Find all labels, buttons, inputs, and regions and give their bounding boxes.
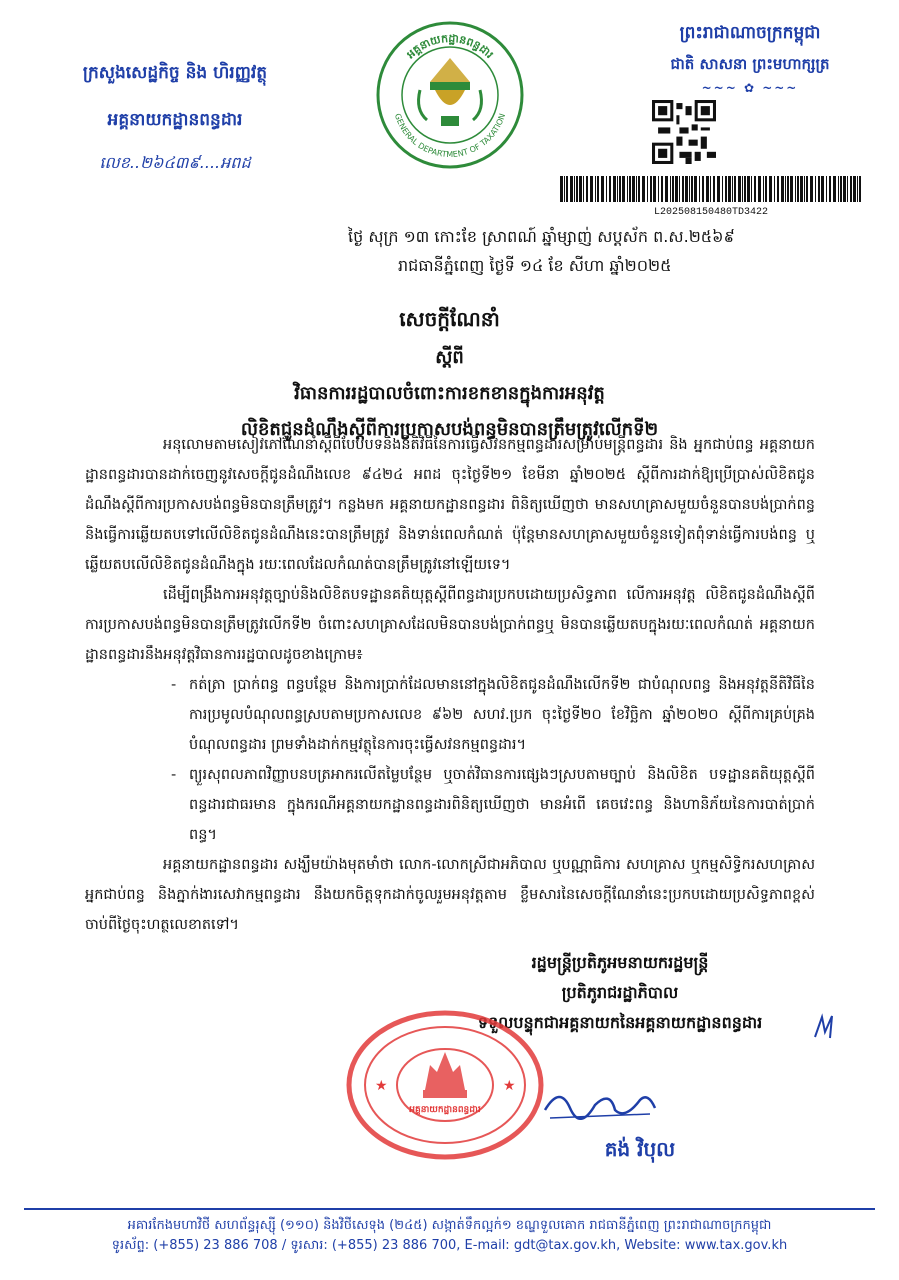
- barcode-bar: [586, 176, 588, 202]
- lunar-date: ថ្ងៃ សុក្រ ១៣ កោះខែ ស្រាពណ៍ ឆ្នាំម្សាញ់ សប្តស័ក ព.ស.២៥៦៩: [348, 227, 735, 246]
- barcode-bar: [632, 176, 635, 202]
- paragraph-3: អគ្គនាយកដ្ឋានពន្ធដារ សង្ឃឹមយ៉ាងមុតមាំថា លោក-លោកស្រីជាអភិបាល ឬបណ្ណាធិការ សហគ្រាស ឬកម្មសិទ្ធិករសហគ្រាស អ្នកជាប់ពន្ធ និងភ្នាក់ងារសេវាកម្មពន្ធដារ នឹងយកចិត្តទុកដាក់ចូលរួមអនុវត្តតាម ខ្លឹមសារនៃសេចក្តីណែនាំនេះប្រកបដោយប្រសិទ្ធភាពខ្ពស់ ចាប់ពីថ្ងៃចុះហត្ថលេខាតទៅ។: [85, 857, 815, 933]
- barcode-bar: [765, 176, 767, 202]
- barcode-bar: [747, 176, 750, 202]
- title-line-2: ស្តីពី: [435, 347, 464, 368]
- barcode-bar: [682, 176, 684, 202]
- emblem-bottom-text: GENERAL DEPARTMENT OF TAXATION: [392, 112, 508, 160]
- barcode-bar: [564, 176, 565, 202]
- barcode-bar: [790, 176, 793, 202]
- ornament-divider: ~~~ ✿ ~~~: [701, 81, 799, 95]
- kingdom-name: ព្រះរាជាណាចក្រកម្ពុជា: [679, 23, 821, 43]
- barcode-bar: [826, 176, 827, 202]
- emblem-top-text: អគ្គនាយកដ្ឋានពន្ធដារ: [404, 31, 497, 62]
- svg-text:★: ★: [503, 1078, 516, 1094]
- bullet-1-text: កត់ត្រា ប្រាក់ពន្ធ ពន្ធបន្ថែម និងការប្រាក់ដែលមាននៅក្នុងលិខិតជូនដំណឹងលើកទី២ ជាបំណុលពន្ធ និងអនុវត្តនីតិវិធីនៃការប្រមូលបំណុលពន្ធស្របតាមប្រកាសលេខ ៩៦២ សហវ.ប្រក ចុះថ្ងៃទី២០ ខែវិច្ឆិកា ឆ្នាំ២០២០ ស្តីពីការគ្រប់គ្រងបំណុលពន្ធដារ ព្រមទាំងដាក់កម្មវត្ថុនៃការចុះធ្វើសវនកម្មពន្ធដារ។: [189, 677, 815, 753]
- barcode-bar: [774, 176, 775, 202]
- barcode-bar: [661, 176, 663, 202]
- barcode-bar: [672, 176, 674, 202]
- barcode-bar: [787, 176, 789, 202]
- svg-text:★: ★: [375, 1078, 388, 1094]
- bullet-2-text: ព្យួរសុពលភាពវិញ្ញាបនបត្រអាករលើតម្លៃបន្ថែម ឬចាត់វិធានការផ្សេងៗស្របតាមច្បាប់ និងលិខិត បទដ្ឋានគតិយុត្តស្តីពីពន្ធដារជាធរមាន ក្នុងករណីអគ្គនាយកដ្ឋានពន្ធដារពិនិត្យឃើញថា មានអំពើ គេចវេះពន្ធ និងហានិភ័យនៃការបាត់ប្រាក់ពន្ធ។: [189, 767, 815, 843]
- title-line-1: សេចក្តីណែនាំ: [399, 307, 500, 331]
- barcode-bar: [579, 176, 582, 202]
- qr-code: [652, 100, 716, 164]
- barcode-bar: [717, 176, 720, 202]
- barcode-bar: [636, 176, 637, 202]
- barcode-bar: [597, 176, 599, 202]
- title-line-4: លិខិតជូនដំណឹងស្តីពីការប្រកាសបង់ពន្ធមិនបានត្រឹមត្រូវលើកទី២: [240, 419, 659, 440]
- barcode-bar: [642, 176, 645, 202]
- footer-divider: [24, 1208, 875, 1210]
- barcode-bar: [847, 176, 848, 202]
- barcode-bar: [609, 176, 611, 202]
- barcode-bar: [777, 176, 779, 202]
- barcode-bar: [818, 176, 820, 202]
- barcode-bar: [570, 176, 573, 202]
- barcode-bar: [576, 176, 578, 202]
- barcode-bar: [675, 176, 678, 202]
- barcode-bar: [810, 176, 813, 202]
- barcode-bar: [583, 176, 584, 202]
- barcode-bar: [785, 176, 786, 202]
- barcode-bar: [781, 176, 784, 202]
- barcode-bar: [685, 176, 688, 202]
- barcode-bar: [732, 176, 733, 202]
- ministry-header: [30, 62, 320, 176]
- barcode-bar: [763, 176, 764, 202]
- signer-name: គង់ វិបុល: [604, 1137, 676, 1161]
- barcode-bar: [769, 176, 772, 202]
- barcode-bar: [744, 176, 746, 202]
- barcode-bar: [850, 176, 852, 202]
- barcode-bar: [689, 176, 690, 202]
- barcode-bar: [617, 176, 618, 202]
- department-name: អគ្គនាយកដ្ឋានពន្ធដារ: [107, 110, 243, 130]
- national-motto: ជាតិ សាសនា ព្រះមហាក្សត្រ: [670, 55, 830, 73]
- barcode-bar: [691, 176, 693, 202]
- barcode-bar: [821, 176, 824, 202]
- barcode-bar: [566, 176, 568, 202]
- barcode-bar: [806, 176, 808, 202]
- solar-date: រាជធានីភ្នំពេញ ថ្ងៃទី ១៤ ខែ សីហា ឆ្នាំ២០២៥: [398, 256, 672, 275]
- barcode-bar: [613, 176, 616, 202]
- barcode-bar: [829, 176, 831, 202]
- barcode-bar: [710, 176, 711, 202]
- barcode-bar: [627, 176, 628, 202]
- barcode-bar: [738, 176, 741, 202]
- barcode-bar: [665, 176, 668, 202]
- official-seal-stamp: [345, 1010, 545, 1160]
- barcode-code: L202508150480TD3422: [653, 207, 769, 218]
- barcode-bar: [622, 176, 625, 202]
- document-barcode: [560, 176, 862, 218]
- barcode-bar: [853, 176, 856, 202]
- title-line-3: វិធានការរដ្ឋបាលចំពោះការខកខានក្នុងការអនុវត្ត: [294, 383, 605, 404]
- barcode-bar: [590, 176, 593, 202]
- barcode-bar: [754, 176, 756, 202]
- barcode-bar: [838, 176, 839, 202]
- kingdom-header: [610, 22, 890, 95]
- barcode-bar: [670, 176, 671, 202]
- barcode-bar: [679, 176, 680, 202]
- barcode-bar: [742, 176, 743, 202]
- seal-text: អគ្គនាយកដ្ឋានពន្ធដារ: [409, 1105, 481, 1115]
- signer-title-2: ប្រតិភូរាជរដ្ឋាភិបាល: [561, 983, 679, 1002]
- barcode-bar: [728, 176, 731, 202]
- gdt-emblem-logo: [375, 20, 525, 170]
- footer: [24, 1216, 875, 1256]
- barcode-bar: [606, 176, 607, 202]
- signer-title-1: រដ្ឋមន្ត្រីប្រតិភូអមនាយករដ្ឋមន្ត្រី: [531, 953, 709, 972]
- barcode-bar: [560, 176, 563, 202]
- barcode-bar: [758, 176, 761, 202]
- footer-contact: ទូរស័ព្ទ: (+855) 23 886 708 / ទូរសារ: (+855) 23 886 700, E-mail: gdt@tax.gov.kh, Website: www.tax.gov.kh: [111, 1238, 788, 1253]
- barcode-bar: [804, 176, 805, 202]
- barcode-bar: [843, 176, 846, 202]
- initial-mark: [810, 1012, 840, 1042]
- barcode-bar: [840, 176, 842, 202]
- barcode-bar: [857, 176, 858, 202]
- bullet-1: - កត់ត្រា ប្រាក់ពន្ធ ពន្ធបន្ថែម និងការប្រាក់ដែលមាននៅក្នុងលិខិតជូនដំណឹងលើកទី២ ជាបំណុលពន្ធ និងអនុវត្តនីតិវិធីនៃការប្រមូលបំណុលពន្ធស្របតាមប្រកាសលេខ ៩៦២ សហវ.ប្រក ចុះថ្ងៃទី២០ ខែវិច្ឆិកា ឆ្នាំ២០២០ ស្តីពីការគ្រប់គ្រងបំណុលពន្ធដារ ព្រមទាំងដាក់កម្មវត្ថុនៃការចុះធ្វើសវនកម្មពន្ធដារ។: [171, 677, 815, 753]
- barcode-bar: [725, 176, 727, 202]
- barcode-graphic: [560, 176, 862, 202]
- barcode-bar: [595, 176, 596, 202]
- barcode-bar: [694, 176, 697, 202]
- barcode-bar: [699, 176, 700, 202]
- barcode-bar: [653, 176, 656, 202]
- barcode-bar: [751, 176, 752, 202]
- barcode-bar: [722, 176, 723, 202]
- paragraph-2: ដើម្បីពង្រឹងការអនុវត្តច្បាប់និងលិខិតបទដ្ឋានគតិយុត្តស្តីពីពន្ធដារប្រកបដោយប្រសិទ្ធភាព លើការអនុវត្ត លិខិតជូនដំណឹងស្តីពីការប្រកាសបង់ពន្ធមិនបានត្រឹមត្រូវលើកទី២ ចំពោះសហគ្រាសដែលមិនបានបង់ប្រាក់ពន្ធឬ មិនបានឆ្លើយតបក្នុងរយៈពេលកំណត់ អគ្គនាយកដ្ឋានពន្ធដារនឹងអនុវត្តវិធានការរដ្ឋបាលដូចខាងក្រោម៖: [85, 587, 815, 663]
- handwritten-signature: [540, 1080, 660, 1130]
- barcode-bar: [833, 176, 836, 202]
- barcode-bar: [713, 176, 715, 202]
- barcode-bar: [706, 176, 709, 202]
- signer-title-3: ទទួលបន្ទុកជាអគ្គនាយកនៃអគ្គនាយកដ្ឋានពន្ធដារ: [477, 1013, 763, 1032]
- barcode-bar: [601, 176, 604, 202]
- barcode-bar: [638, 176, 640, 202]
- bullet-2: - ព្យួរសុពលភាពវិញ្ញាបនបត្រអាករលើតម្លៃបន្ថែម ឬចាត់វិធានការផ្សេងៗស្របតាមច្បាប់ និងលិខិត បទដ្ឋានគតិយុត្តស្តីពីពន្ធដារជាធរមាន ក្នុងករណីអគ្គនាយកដ្ឋានពន្ធដារពិនិត្យឃើញថា មានអំពើ គេចវេះពន្ធ និងហានិភ័យនៃការបាត់ប្រាក់ពន្ធ។: [171, 767, 815, 843]
- document-body: [85, 430, 815, 940]
- barcode-bar: [702, 176, 704, 202]
- paragraph-1: អនុលោមតាមសៀវភៅណែនាំស្តីពីបែបបទនិងនីតិវិធីនៃការធ្វើសវនកម្មពន្ធដារសម្រាប់មន្ត្រីពន្ធដារ និង អ្នកជាប់ពន្ធ អគ្គនាយកដ្ឋានពន្ធដារបានដាក់ចេញនូវសេចក្តីជូនដំណឹងលេខ ៩៤២៤ អពដ ចុះថ្ងៃទី២១ ខែមីនា ឆ្នាំ២០២៥ ស្តីពីការដាក់ឱ្យប្រើប្រាស់លិខិតជូនដំណឹងស្តីពីការប្រកាសបង់ពន្ធមិនបានត្រឹមត្រូវ។ កន្លងមក អគ្គនាយកដ្ឋានពន្ធដារ ពិនិត្យឃើញថា មានសហគ្រាសមួយចំនួនបានបង់ប្រាក់ពន្ធ និងធ្វើការឆ្លើយតបទៅលើលិខិតជូនដំណឹងនេះបានត្រឹមត្រូវ និងទាន់ពេលកំណត់ ប៉ុន្តែមានសហគ្រាសមួយចំនួនទៀតពុំទាន់ធ្វើការបង់ពន្ធ ឬឆ្លើយតបលើលិខិតជូនដំណឹងក្នុង រយៈពេលដែលកំណត់បានត្រឹមត្រូវនៅឡើយទេ។: [85, 437, 815, 573]
- barcode-bar: [797, 176, 799, 202]
- barcode-bar: [629, 176, 631, 202]
- barcode-bar: [650, 176, 652, 202]
- barcode-bar: [815, 176, 816, 202]
- barcode-bar: [574, 176, 575, 202]
- reference-number: លេខ..២៦៤៣៩....អពដ: [99, 153, 251, 172]
- barcode-bar: [647, 176, 648, 202]
- barcode-bar: [795, 176, 796, 202]
- ministry-name: ក្រសួងសេដ្ឋកិច្ច និង ហិរញ្ញវត្ថុ: [82, 63, 268, 83]
- barcode-bar: [658, 176, 659, 202]
- barcode-bar: [859, 176, 861, 202]
- footer-address: អគារកែងមហាវិថី សហព័ន្ធរុស្ស៊ី (១១០) និងវិថីសេទុង (២៤៥) សង្កាត់ទឹកល្អក់១ ខណ្ឌទួលគោក រាជធានីភ្នំពេញ ព្រះរាជាណាចក្រកម្ពុជា: [127, 1218, 772, 1233]
- barcode-bar: [800, 176, 803, 202]
- barcode-bar: [619, 176, 621, 202]
- barcode-bar: [734, 176, 736, 202]
